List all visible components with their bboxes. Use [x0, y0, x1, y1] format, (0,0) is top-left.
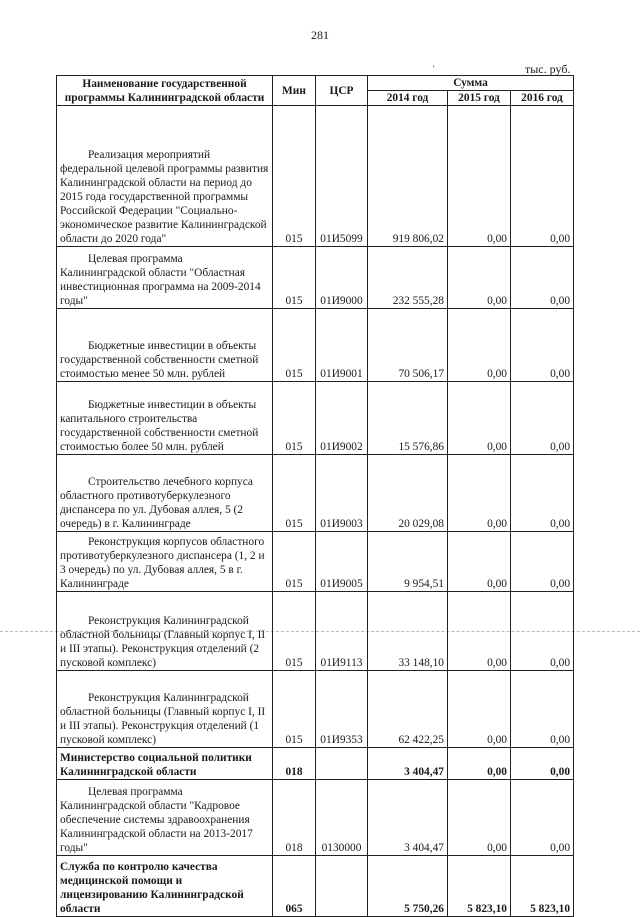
- row-2014: 919 806,02: [368, 106, 448, 247]
- row-min: 015: [273, 247, 316, 309]
- row-2015: 0,00: [448, 382, 511, 455]
- row-name: Строительство лечебного корпуса областного противотуберкулезного диспансера по ул. Дубовая аллея, 5 (2 очередь) в г. Калининграде: [57, 455, 273, 532]
- table-row: [57, 106, 574, 247]
- row-name: Реализация мероприятий федеральной целевой программы развития Калининградской области на период до 2015 года государственной программы Российской Федерации "Социально-экономическое развитие Калининградской области до 2020 года": [57, 106, 273, 247]
- row-2014: 20 029,08: [368, 455, 448, 532]
- table-row: [57, 382, 574, 455]
- row-2014: 232 555,28: [368, 247, 448, 309]
- row-csr: 01И9001: [316, 309, 368, 382]
- row-2015: 0,00: [448, 592, 511, 671]
- row-2016: 0,00: [511, 455, 574, 532]
- header-min: Мин: [273, 76, 316, 106]
- row-csr: 01И9003: [316, 455, 368, 532]
- row-csr: 01И9113: [316, 592, 368, 671]
- header-2015: 2015 год: [448, 91, 511, 106]
- table-row: [57, 671, 574, 748]
- row-2015: 0,00: [448, 309, 511, 382]
- header-csr: ЦСР: [316, 76, 368, 106]
- row-name: Реконструкция Калининградской областной больницы (Главный корпус I, II и III этапы). Реконструкция отделений (2 пусковой комплекс): [57, 592, 273, 671]
- row-2014: 62 422,25: [368, 671, 448, 748]
- header-name: Наименование государственной программы Калининградской области: [57, 76, 273, 106]
- row-2015: 0,00: [448, 247, 511, 309]
- row-min: 015: [273, 455, 316, 532]
- row-2016: 0,00: [511, 106, 574, 247]
- table-row: [57, 309, 574, 382]
- row-2016: 0,00: [511, 309, 574, 382]
- row-name: Реконструкция Калининградской областной больницы (Главный корпус I, II и III этапы). Реконструкция отделений (1 пусковой комплекс): [57, 671, 273, 748]
- row-2014: 5 750,26: [368, 856, 448, 917]
- row-2015: 0,00: [448, 106, 511, 247]
- row-min: 015: [273, 309, 316, 382]
- row-name: Служба по контролю качества медицинской помощи и лицензированию Калининградской области: [57, 856, 273, 917]
- row-name: Бюджетные инвестиции в объекты капитального строительства государственной собственности сметной стоимостью более 50 млн. рублей: [57, 382, 273, 455]
- row-2016: 0,00: [511, 247, 574, 309]
- row-2015: 0,00: [448, 532, 511, 592]
- row-min: 065: [273, 856, 316, 917]
- table-row-ministry: [57, 856, 574, 917]
- table-row: [57, 247, 574, 309]
- table-row-ministry: [57, 748, 574, 780]
- row-2016: 0,00: [511, 748, 574, 780]
- row-csr: [316, 856, 368, 917]
- row-csr: 01И9353: [316, 671, 368, 748]
- header-2016: 2016 год: [511, 91, 574, 106]
- row-2015: 0,00: [448, 455, 511, 532]
- row-min: 015: [273, 382, 316, 455]
- table-row: [57, 532, 574, 592]
- row-csr: [316, 748, 368, 780]
- row-2015: 0,00: [448, 748, 511, 780]
- row-2014: 15 576,86: [368, 382, 448, 455]
- row-2016: 5 823,10: [511, 856, 574, 917]
- row-2014: 3 404,47: [368, 780, 448, 856]
- row-2014: 70 506,17: [368, 309, 448, 382]
- row-2015: 0,00: [448, 780, 511, 856]
- row-2016: 0,00: [511, 780, 574, 856]
- row-2014: 9 954,51: [368, 532, 448, 592]
- row-min: 018: [273, 748, 316, 780]
- row-2014: 33 148,10: [368, 592, 448, 671]
- row-name: Министерство социальной политики Калининградской области: [57, 748, 273, 780]
- table-row: [57, 780, 574, 856]
- row-csr: 01И9000: [316, 247, 368, 309]
- row-csr: 01И5099: [316, 106, 368, 247]
- row-min: 015: [273, 592, 316, 671]
- row-csr: 01И9002: [316, 382, 368, 455]
- scan-mark: ': [433, 64, 435, 74]
- row-name: Реконструкция корпусов областного противотуберкулезного диспансера (1, 2 и 3 очередь) по ул. Дубовая аллея, 5 в г. Калининграде: [57, 532, 273, 592]
- table-row: [57, 455, 574, 532]
- row-csr: 01И9005: [316, 532, 368, 592]
- page-number: 281: [311, 28, 329, 42]
- row-2014: 3 404,47: [368, 748, 448, 780]
- budget-table: [56, 75, 574, 917]
- row-2016: 0,00: [511, 671, 574, 748]
- row-2015: 0,00: [448, 671, 511, 748]
- row-min: 015: [273, 106, 316, 247]
- row-min: 015: [273, 671, 316, 748]
- header-2014: 2014 год: [368, 91, 448, 106]
- row-name: Бюджетные инвестиции в объекты государственной собственности сметной стоимостью менее 50 млн. рублей: [57, 309, 273, 382]
- unit-label: тыс. руб.: [525, 62, 571, 76]
- row-min: 018: [273, 780, 316, 856]
- header-sum: Сумма: [368, 76, 574, 91]
- row-2016: 0,00: [511, 532, 574, 592]
- row-2015: 5 823,10: [448, 856, 511, 917]
- row-min: 015: [273, 532, 316, 592]
- row-name: Целевая программа Калининградской области "Кадровое обеспечение системы здравоохранения Калининградской области на 2013-2017 годы": [57, 780, 273, 856]
- table-row: [57, 592, 574, 671]
- row-2016: 0,00: [511, 592, 574, 671]
- row-2016: 0,00: [511, 382, 574, 455]
- row-csr: 0130000: [316, 780, 368, 856]
- row-name: Целевая программа Калининградской области "Областная инвестиционная программа на 2009-2014 годы": [57, 247, 273, 309]
